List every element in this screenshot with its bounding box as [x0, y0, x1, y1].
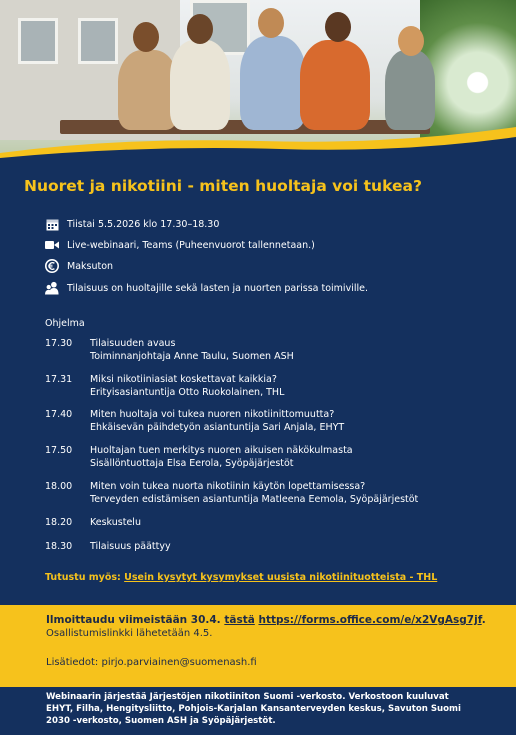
more-info-prefix: Tutustu myös: [45, 572, 125, 583]
program-time: 18.30 [45, 541, 73, 552]
calendar-icon [45, 217, 59, 231]
program-speaker: Toiminnanjohtaja Anne Taulu, Suomen ASH [90, 350, 294, 362]
info-audience [45, 281, 368, 295]
program-time: 18.20 [45, 517, 73, 528]
contact-email[interactable]: pirjo.parviainen@suomenash.fi [101, 657, 257, 668]
event-details [0, 165, 516, 605]
program-title: Miten voin tukea nuorta nikotiinin käytön lopettamisessa? [90, 481, 366, 492]
registration-suffix: . [481, 614, 486, 626]
program-time: 17.31 [45, 374, 73, 385]
participation-link-note: Osallistumislinkki lähetetään 4.5. [46, 628, 213, 639]
program-title: Tilaisuus päättyy [90, 541, 171, 552]
program-time: 17.50 [45, 445, 73, 456]
euro-icon [45, 259, 59, 273]
organizer-footer [0, 687, 516, 735]
registration-form-link[interactable]: https://forms.office.com/e/x2VgAsg7jf [258, 614, 482, 626]
info-format [45, 238, 315, 252]
info-date-text: Tiistai 5.5.2026 klo 17.30–18.30 [67, 218, 220, 230]
program-speaker: Sisällöntuottaja Elsa Eerola, Syöpäjärjestöt [90, 457, 294, 469]
program-title: Tilaisuuden avaus [90, 338, 176, 349]
faq-link[interactable]: Usein kysytyt kysymykset uusista nikotiinituotteista - THL [124, 572, 438, 583]
video-camera-icon [45, 238, 59, 252]
program-title: Keskustelu [90, 517, 141, 528]
page-title: Nuoret ja nikotiini - miten huoltaja voi tukea? [24, 177, 422, 195]
contact-label: Lisätiedot: [46, 657, 102, 668]
hero-photo [0, 0, 516, 165]
registration-link-here[interactable]: tästä [224, 614, 255, 626]
registration-line [46, 614, 486, 626]
info-date [45, 217, 219, 231]
program-heading: Ohjelma [45, 318, 85, 329]
program-time: 18.00 [45, 481, 73, 492]
registration-box [0, 605, 516, 687]
program-title: Miksi nikotiiniasiat koskettavat kaikkia? [90, 374, 277, 385]
info-audience-text: Tilaisuus on huoltajille sekä lasten ja nuorten parissa toimiville. [67, 282, 368, 294]
program-title: Huoltajan tuen merkitys nuoren aikuisen näkökulmasta [90, 445, 353, 456]
registration-prefix: Ilmoittaudu viimeistään 30.4. [46, 614, 225, 626]
program-title: Miten huoltaja voi tukea nuoren nikotiinittomuutta? [90, 409, 335, 420]
contact-line [46, 657, 257, 668]
organizer-text: Webinaarin järjestää Järjestöjen nikotiiniton Suomi -verkosto. Verkostoon kuuluvat EHYT, Filha, Hengitysliitto, Pohjois-Karjalan Kansanterveyden keskus, Savuton Suomi 2030 -verkosto, Suomen ASH ja Syöpäjärjestöt. [46, 692, 461, 727]
info-price-text: Maksuton [67, 260, 114, 272]
program-speaker: Ehkäisevän päihdetyön asiantuntija Sari Anjala, EHYT [90, 421, 345, 433]
program-time: 17.40 [45, 409, 73, 420]
program-speaker: Terveyden edistämisen asiantuntija Matleena Eemola, Syöpäjärjestöt [90, 493, 419, 505]
program-speaker: Erityisasiantuntija Otto Ruokolainen, THL [90, 386, 285, 398]
info-price [45, 259, 113, 273]
more-info-line [45, 572, 437, 583]
people-icon [45, 281, 59, 295]
program-time: 17.30 [45, 338, 73, 349]
info-format-text: Live-webinaari, Teams (Puheenvuorot tallennetaan.) [67, 239, 315, 251]
